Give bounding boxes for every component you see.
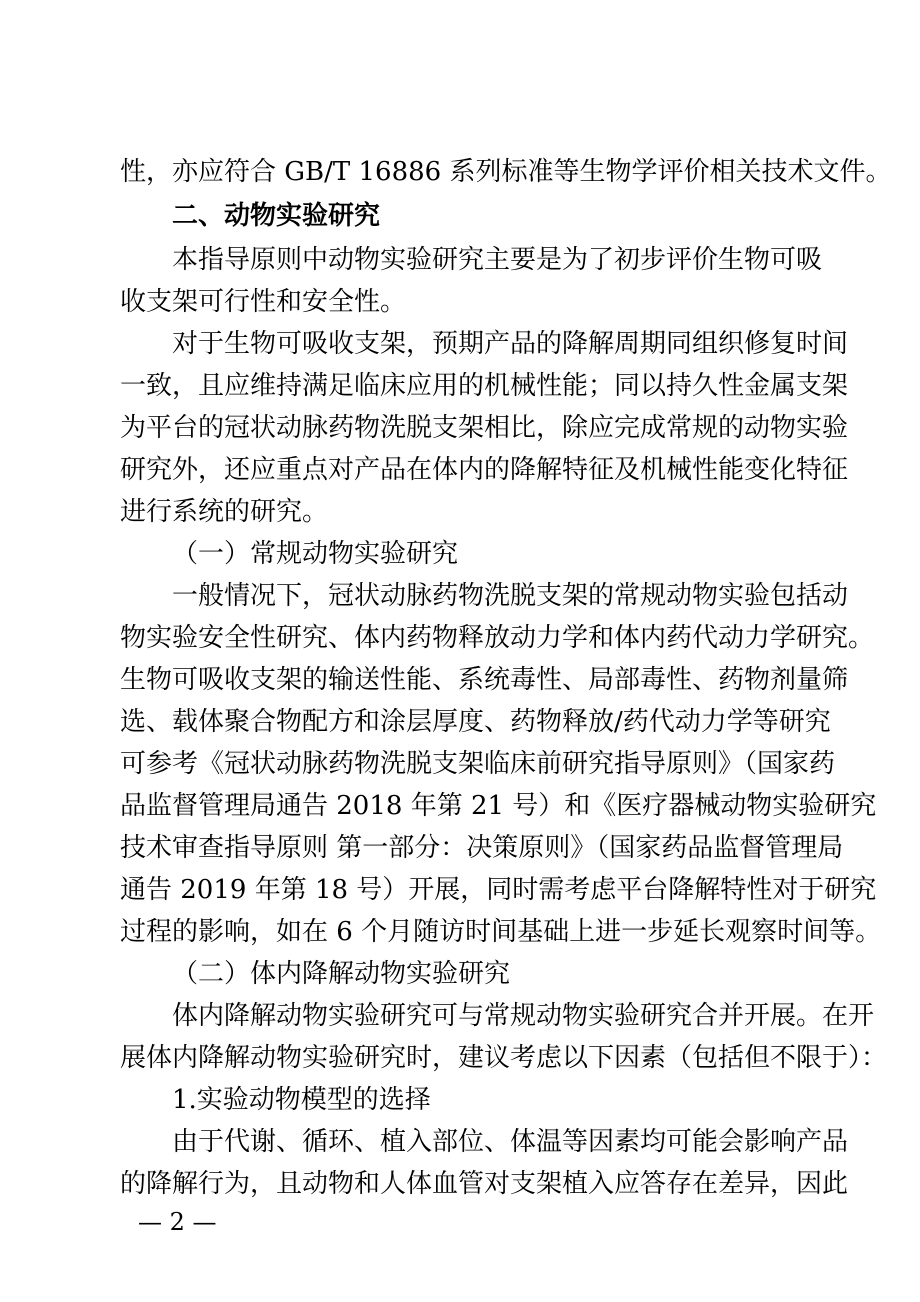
paragraph-line: 物实验安全性研究、体内药物释放动力学和体内药代动力学研究。 (120, 623, 875, 653)
section-heading: 二、动物实验研究 (172, 201, 381, 231)
paragraph-line: 选、载体聚合物配方和涂层厚度、药物释放/药代动力学等研究 (120, 707, 831, 737)
paragraph-line: 研究外，还应重点对产品在体内的降解特征及机械性能变化特征 (120, 455, 849, 485)
subsection-heading: （一）常规动物实验研究 (172, 539, 459, 569)
list-heading: 1.实验动物模型的选择 (172, 1085, 431, 1115)
paragraph-line: 一致，且应维持满足临床应用的机械性能；同以持久性金属支架 (120, 371, 849, 401)
paragraph-line: 的降解行为，且动物和人体血管对支架植入应答存在差异，因此 (120, 1169, 849, 1199)
paragraph-line: 体内降解动物实验研究可与常规动物实验研究合并开展。在开 (172, 1001, 875, 1031)
paragraph-line: 性，亦应符合 GB/T 16886 系列标准等生物学评价相关技术文件。 (120, 157, 892, 187)
paragraph-line: 进行系统的研究。 (120, 497, 329, 527)
paragraph-line: 生物可吸收支架的输送性能、系统毒性、局部毒性、药物剂量筛 (120, 665, 849, 695)
paragraph-line: 对于生物可吸收支架，预期产品的降解周期同组织修复时间 (172, 329, 849, 359)
subsection-heading: （二）体内降解动物实验研究 (172, 959, 511, 989)
paragraph-line: 展体内降解动物实验研究时，建议考虑以下因素（包括但不限于）： (120, 1043, 888, 1073)
paragraph-line: 由于代谢、循环、植入部位、体温等因素均可能会影响产品 (172, 1127, 849, 1157)
paragraph-line: 过程的影响，如在 6 个月随访时间基础上进一步延长观察时间等。 (120, 917, 882, 947)
paragraph-line: 品监督管理局通告 2018 年第 21 号）和《医疗器械动物实验研究 (120, 791, 877, 821)
paragraph-line: 收支架可行性和安全性。 (120, 287, 407, 317)
paragraph-line: 一般情况下，冠状动脉药物洗脱支架的常规动物实验包括动 (172, 581, 849, 611)
paragraph-line: 本指导原则中动物实验研究主要是为了初步评价生物可吸 (172, 245, 823, 275)
paragraph-line: 通告 2019 年第 18 号）开展，同时需考虑平台降解特性对于研究 (120, 875, 877, 905)
page-number: — 2 — (138, 1208, 217, 1236)
paragraph-line: 技术审查指导原则 第一部分：决策原则》（国家药品监督管理局 (120, 833, 844, 863)
paragraph-line: 为平台的冠状动脉药物洗脱支架相比，除应完成常规的动物实验 (120, 413, 849, 443)
paragraph-line: 可参考《冠状动脉药物洗脱支架临床前研究指导原则》（国家药 (120, 749, 836, 779)
